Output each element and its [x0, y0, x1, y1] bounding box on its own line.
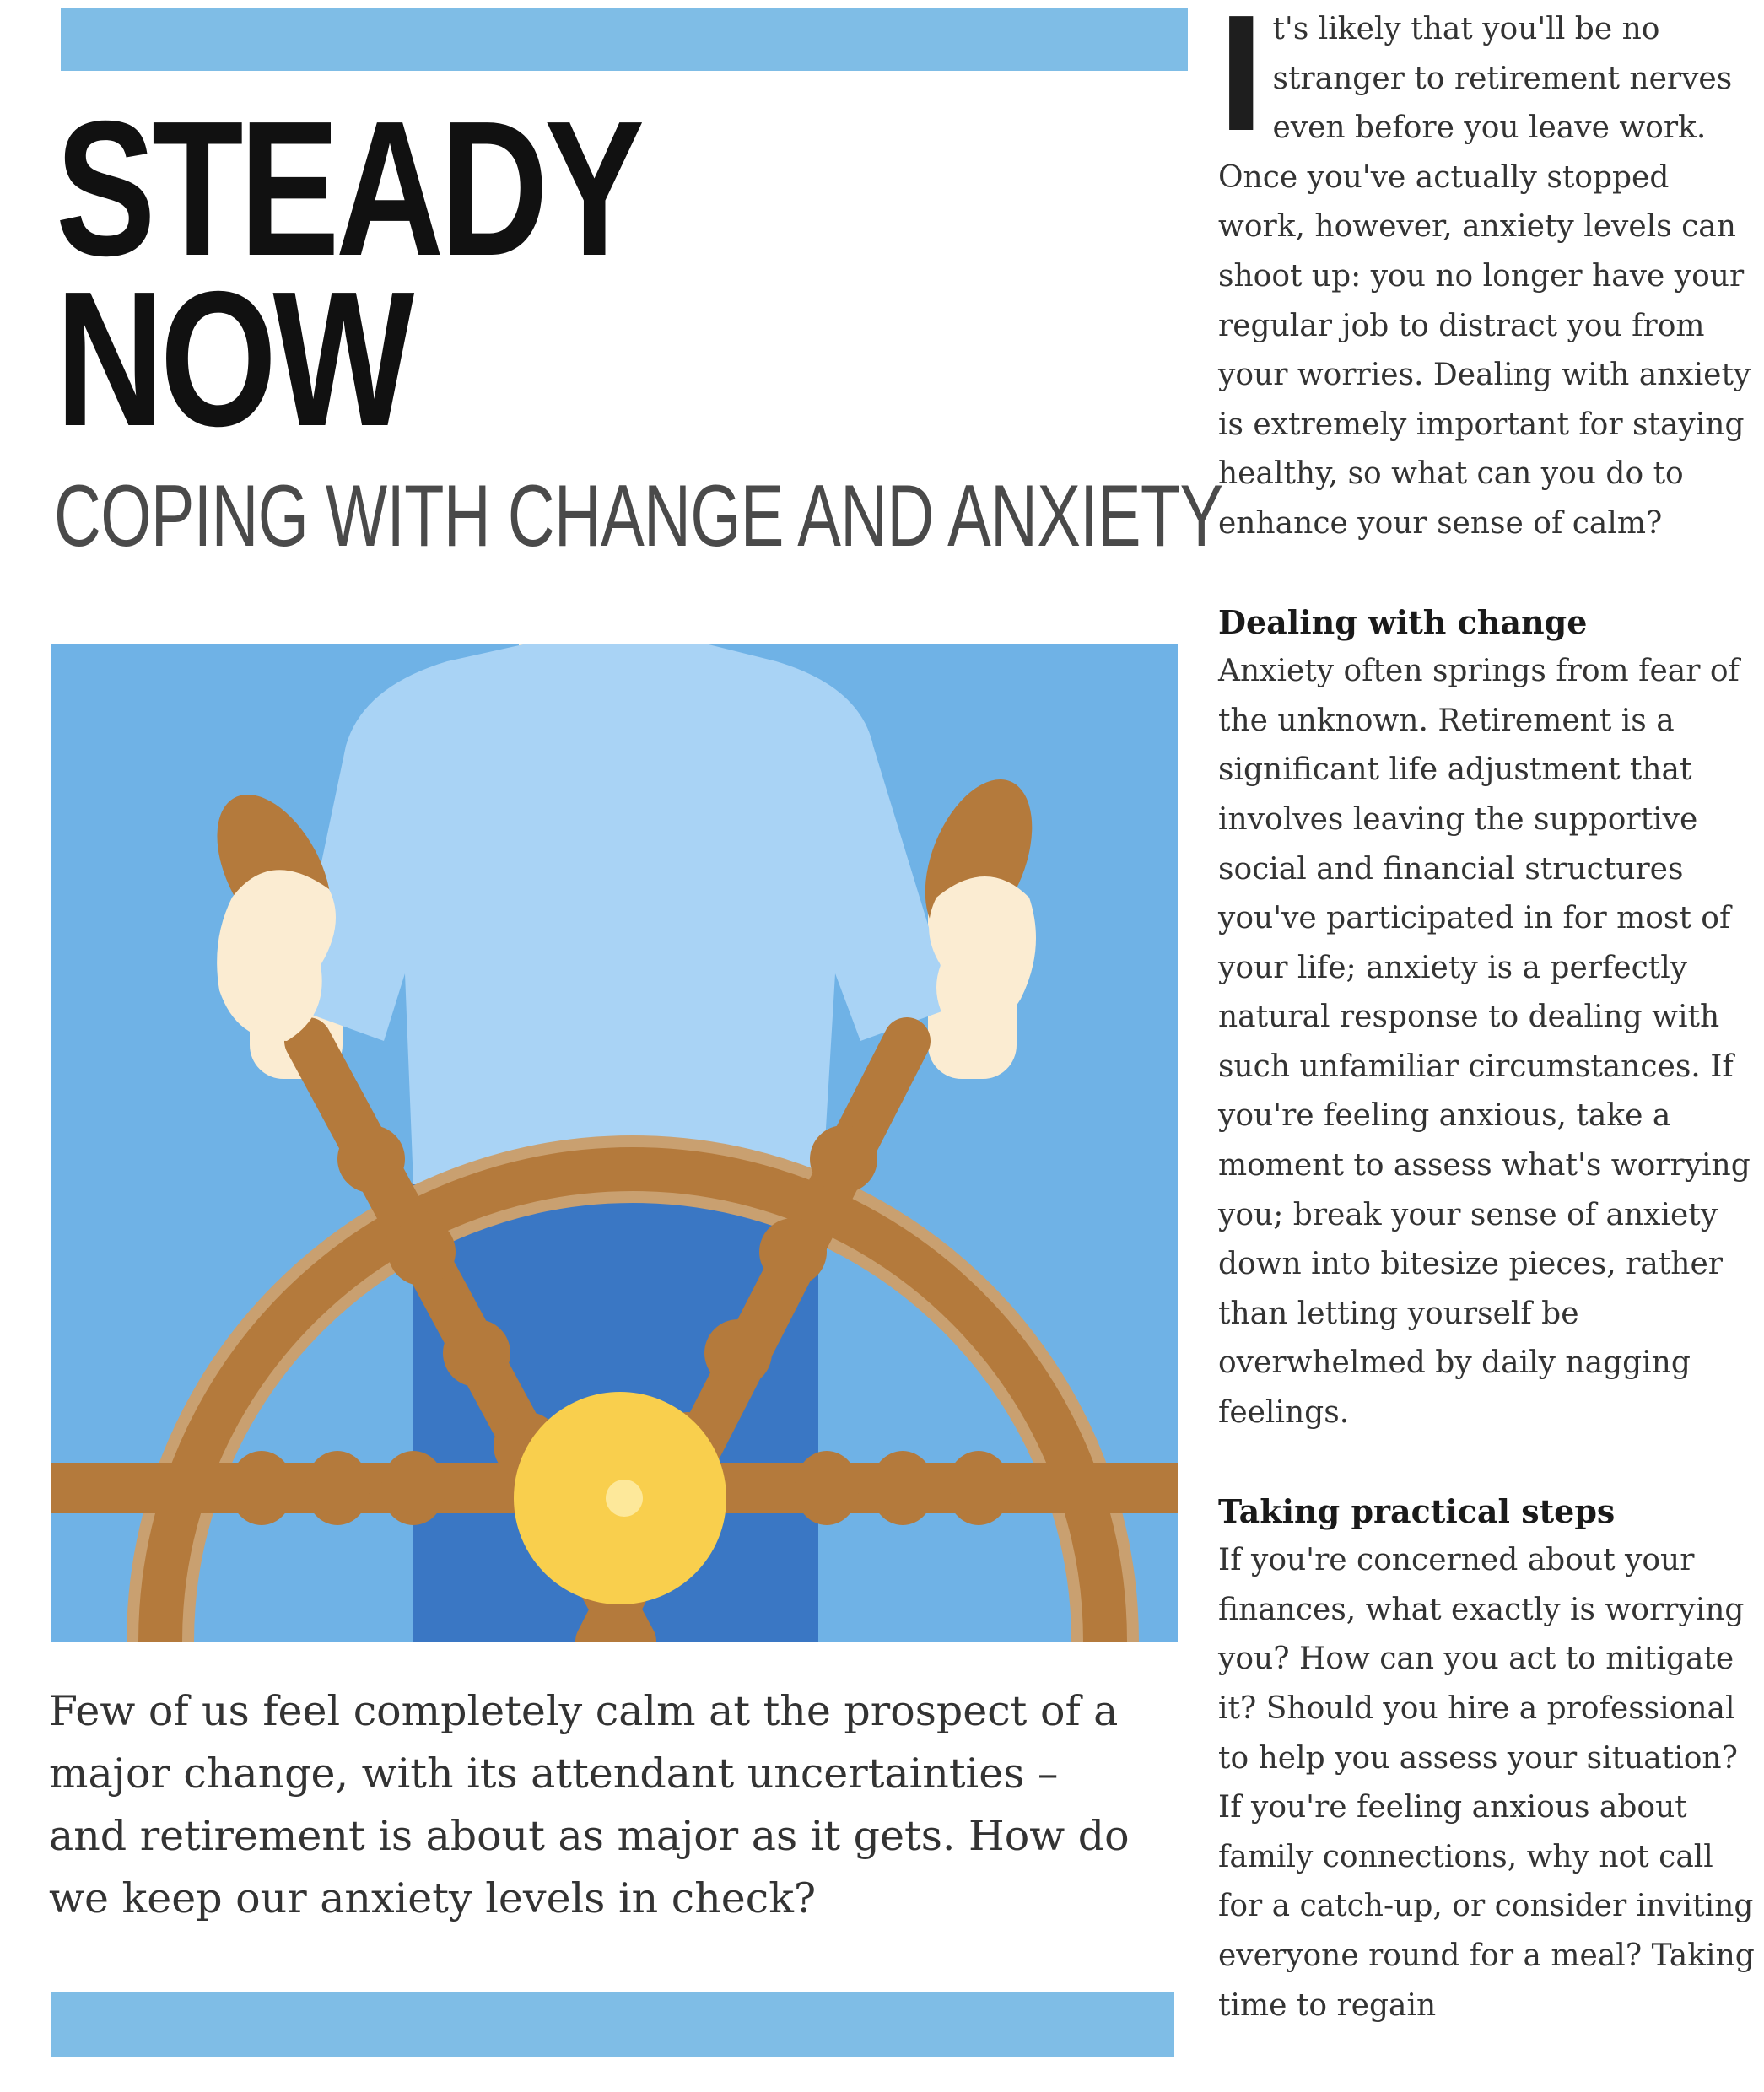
- bottom-accent-bar: [51, 1992, 1174, 2057]
- top-accent-bar: [61, 8, 1188, 71]
- section-body-dealing-with-change: Anxiety often springs from fear of the unknown. Retirement is a significant life adjustment that involves leaving the supportive social and financial structures you've participated in for most of your life; anxiety is a perfectly natural response to dealing with such unfamiliar circumstances. If you're feeling anxious, take a moment to assess what's worrying you; break your sense of anxiety down into bitesize pieces, rather than letting yourself be overwhelmed by daily nagging feelings.: [1218, 654, 1751, 1431]
- ship-wheel-illustration: [51, 644, 1178, 1642]
- opening-text: t's likely that you'll be no stranger to retirement nerves even before you leave work. Once you've actually stopped work, however, anxiety levels can shoot up: you no longer have your regular job to distract you from your worries. Dealing with anxiety is extremely important for staying healthy, so what can you do to enhance your sense of calm?: [1218, 12, 1751, 541]
- section-body-taking-practical-steps: If you're concerned about your finances, what exactly is worrying you? How can you act to mitigate it? Should you hire a professional to help you assess your situation? If you're feeling anxious about family connections, why not call for a catch-up, or consider inviting everyone round for a meal? Taking time to regain: [1218, 1543, 1755, 2023]
- section-heading-taking-practical-steps: Taking practical steps: [1218, 1491, 1616, 1530]
- article-column: [1218, 0, 1758, 2030]
- headline-line-1: STEADY: [56, 82, 641, 296]
- headline-line-2: NOW: [56, 252, 411, 466]
- subtitle: COPING WITH CHANGE AND ANXIETY: [54, 467, 1223, 565]
- wheel-hub-center: [606, 1480, 643, 1517]
- intro-paragraph: Few of us feel completely calm at the prospect of a major change, with its attendant uncertainties – and retirement is about as major as it gets. How do we keep our anxiety levels in check?: [49, 1687, 1130, 1922]
- opening-paragraph: [1218, 0, 1758, 549]
- section-heading-dealing-with-change: Dealing with change: [1218, 602, 1588, 641]
- drop-cap: I: [1218, 0, 1265, 165]
